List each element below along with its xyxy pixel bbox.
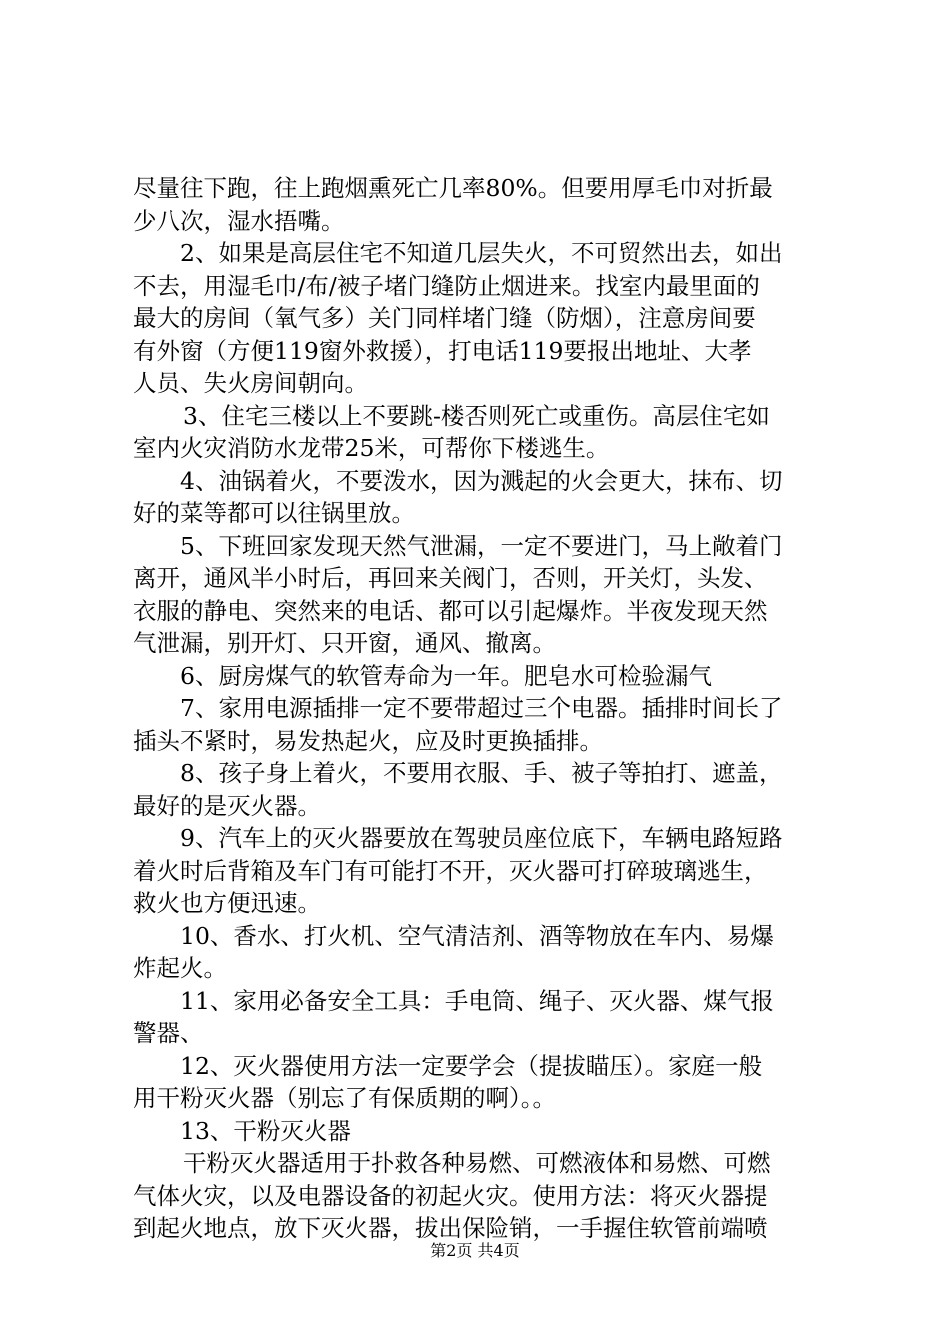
text-line: 插头不紧时，易发热起火，应及时更换插排。 [133,726,603,755]
text-line: 13、干粉灭火器 [180,1116,351,1145]
text-line: 气体火灾，以及电器设备的初起火灾。使用方法：将灭火器提 [133,1181,768,1210]
text-line: 救火也方便迅速。 [133,889,321,917]
text-line: 警器、 [133,1019,204,1047]
document-body [133,172,833,1245]
text-line: 9、汽车上的灭火器要放在驾驶员座位底下，车辆电路短路 [180,824,783,852]
text-line: 不去，用湿毛巾/布/被子堵门缝防止烟进来。找室内最里面的 [133,271,760,300]
text-line: 人员、失火房间朝向。 [133,369,368,397]
text-line: 7、家用电源插排一定不要带超过三个电器。插排时间长了 [180,694,783,722]
page-number-footer: 第2页 共4页 [430,1241,520,1260]
text-line: 有外窗（方便119窗外救援），打电话119要报出地址、大孝 [133,336,752,365]
text-line: 10、香水、打火机、空气清洁剂、酒等物放在车内、易爆 [180,921,774,950]
text-line: 炸起火。 [133,954,227,982]
text-line: 衣服的静电、突然来的电话、都可以引起爆炸。半夜发现天然 [133,596,768,625]
text-line: 最大的房间（氧气多）关门同样堵门缝（防烟），注意房间要 [133,304,756,332]
text-line: 11、家用必备安全工具：手电筒、绳子、灭火器、煤气报 [180,986,774,1015]
text-line: 6、厨房煤气的软管寿命为一年。肥皂水可检验漏气 [180,661,712,690]
text-line: 好的菜等都可以往锅里放。 [133,499,415,527]
text-line: 少八次，湿水捂嘴。 [133,206,345,235]
text-line: 干粉灭火器适用于扑救各种易燃、可燃液体和易燃、可燃 [183,1149,771,1177]
text-line: 气泄漏，别开灯、只开窗，通风、撤离。 [133,629,556,657]
text-line: 3、住宅三楼以上不要跳-楼否则死亡或重伤。高层住宅如 [183,401,770,430]
text-line: 最好的是灭火器。 [133,791,321,820]
text-line: 用干粉灭火器（别忘了有保质期的啊）。。 [133,1084,556,1112]
text-line: 12、灭火器使用方法一定要学会（提拔瞄压）。家庭一般 [180,1051,763,1080]
text-line: 8、孩子身上着火，不要用衣服、手、被子等拍打、遮盖， [180,759,783,787]
text-line: 到起火地点，放下灭火器，拔出保险销，一手握住软管前端喷 [133,1214,768,1242]
text-line: 着火时后背箱及车门有可能打不开，灭火器可打碎玻璃逃生， [133,856,768,885]
text-line: 5、下班回家发现天然气泄漏，一定不要进门，马上敞着门 [180,531,783,560]
text-line: 2、如果是高层住宅不知道几层失火，不可贸然出去，如出 [180,239,783,267]
text-line: 4、油锅着火，不要泼水，因为溅起的火会更大，抹布、切 [180,466,783,495]
text-line: 离开，通风半小时后，再回来关阀门，否则，开关灯，头发、 [133,564,768,592]
text-line: 室内火灾消防水龙带25米，可帮你下楼逃生。 [133,434,610,462]
text-line: 尽量往下跑，往上跑烟熏死亡几率80%。但要用厚毛巾对折最 [133,174,773,202]
